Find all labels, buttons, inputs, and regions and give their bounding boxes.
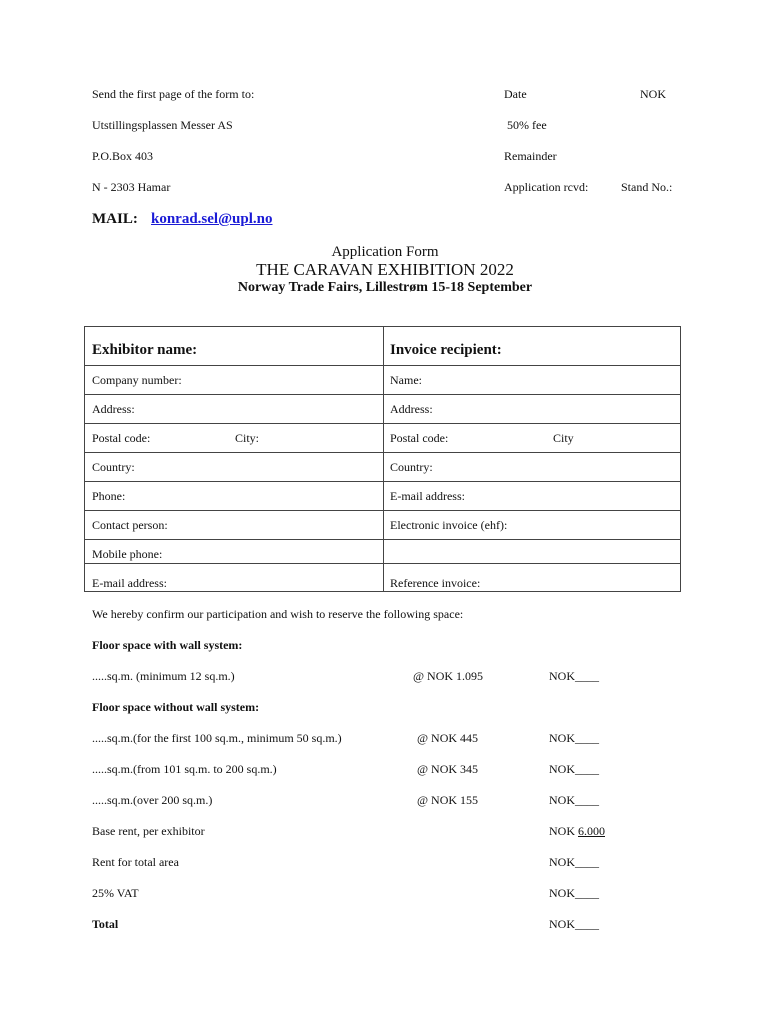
rent-total-nok[interactable]: NOK____: [549, 855, 599, 869]
company-number-field[interactable]: Company number:: [92, 373, 182, 387]
postal-city: N - 2303 Hamar: [92, 180, 171, 194]
confirm-text: We hereby confirm our participation and wish to reserve the following space:: [92, 607, 464, 621]
no-wall-row-nok[interactable]: NOK____: [549, 731, 599, 745]
exhibitor-heading: Exhibitor name:: [92, 342, 198, 358]
electronic-invoice-field[interactable]: Electronic invoice (ehf):: [390, 518, 508, 532]
stand-number-label: Stand No.:: [621, 180, 673, 194]
org-name: Utstillingsplassen Messer AS: [92, 118, 233, 132]
rent-total-label: Rent for total area: [92, 855, 179, 869]
invoice-postal-code-field[interactable]: Postal code:: [390, 431, 449, 445]
no-wall-system-heading: Floor space without wall system:: [92, 700, 260, 714]
no-wall-row-price: @ NOK 155: [417, 793, 479, 807]
remainder-label: Remainder: [504, 149, 557, 163]
invoice-name-field[interactable]: Name:: [390, 373, 422, 387]
exhibitor-phone-field[interactable]: Phone:: [92, 489, 126, 503]
application-received-label: Application rcvd:: [504, 180, 589, 194]
no-wall-row-price: @ NOK 445: [417, 731, 479, 745]
no-wall-row-desc: .....sq.m.(for the first 100 sq.m., minimum 50 sq.m.): [92, 731, 342, 745]
wall-system-price: @ NOK 1.095: [413, 669, 484, 683]
contact-person-field[interactable]: Contact person:: [92, 518, 168, 532]
form-subtitle: Application Form: [331, 244, 439, 260]
invoice-address-field[interactable]: Address:: [390, 402, 433, 416]
no-wall-row-desc: .....sq.m.(from 101 sq.m. to 200 sq.m.): [92, 762, 277, 776]
exhibitor-country-field[interactable]: Country:: [92, 460, 135, 474]
fee-label: 50% fee: [507, 118, 547, 132]
invoice-country-field[interactable]: Country:: [390, 460, 433, 474]
no-wall-row-nok[interactable]: NOK____: [549, 793, 599, 807]
wall-system-heading: Floor space with wall system:: [92, 638, 243, 652]
base-rent-prefix: NOK: [549, 824, 578, 838]
po-box: P.O.Box 403: [92, 149, 154, 163]
exhibitor-postal-code-field[interactable]: Postal code:: [92, 431, 151, 445]
nok-label: NOK: [640, 87, 666, 101]
total-label: Total: [92, 917, 119, 931]
total-nok[interactable]: NOK____: [549, 917, 599, 931]
exhibitor-city-field[interactable]: City:: [235, 431, 260, 445]
event-details: Norway Trade Fairs, Lillestrøm 15-18 September: [237, 280, 533, 295]
base-rent-label: Base rent, per exhibitor: [92, 824, 205, 838]
mail-label: MAIL:: [92, 211, 138, 227]
no-wall-row-desc: .....sq.m.(over 200 sq.m.): [92, 793, 213, 807]
invoice-heading: Invoice recipient:: [390, 342, 502, 358]
base-rent-amount: [549, 824, 605, 839]
wall-system-line: .....sq.m. (minimum 12 sq.m.): [92, 669, 235, 683]
invoice-email-field[interactable]: E-mail address:: [390, 489, 465, 503]
exhibitor-address-field[interactable]: Address:: [92, 402, 135, 416]
base-rent-value: 6.000: [578, 824, 605, 838]
exhibitor-email-field[interactable]: E-mail address:: [92, 576, 167, 590]
vat-nok[interactable]: NOK____: [549, 886, 599, 900]
vat-label: 25% VAT: [92, 886, 139, 900]
send-to-label: Send the first page of the form to:: [92, 87, 255, 101]
mail-link[interactable]: konrad.sel@upl.no: [151, 211, 273, 227]
invoice-city-field[interactable]: City: [553, 431, 574, 445]
wall-system-nok[interactable]: NOK____: [549, 669, 599, 683]
date-label: Date: [504, 87, 527, 101]
reference-invoice-field[interactable]: Reference invoice:: [390, 576, 481, 590]
no-wall-row-nok[interactable]: NOK____: [549, 762, 599, 776]
page-title: THE CARAVAN EXHIBITION 2022: [256, 260, 514, 279]
no-wall-row-price: @ NOK 345: [417, 762, 479, 776]
registration-box: [84, 326, 681, 592]
column-divider: [383, 327, 384, 591]
mobile-phone-field[interactable]: Mobile phone:: [92, 547, 163, 561]
